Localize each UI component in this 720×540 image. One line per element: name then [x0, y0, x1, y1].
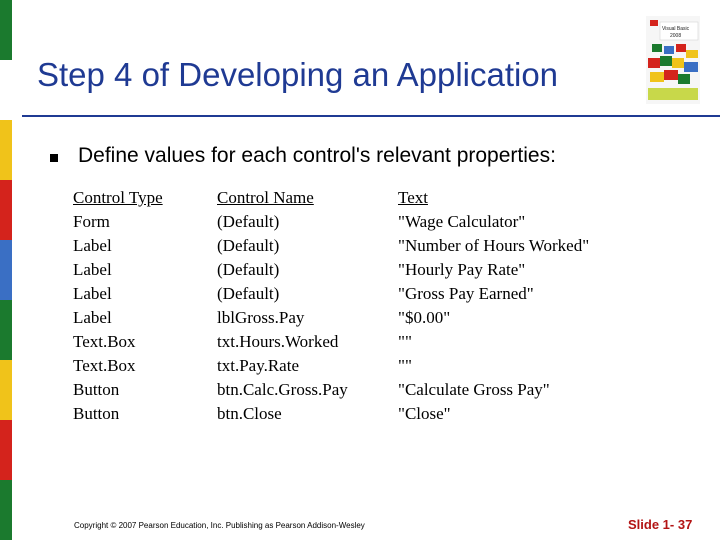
color-bar-segment [0, 420, 12, 480]
cell-name: (Default) [217, 284, 280, 303]
cell-name: btn.Calc.Gross.Pay [217, 380, 348, 399]
cell-type: Text.Box [73, 332, 136, 351]
cell-name: (Default) [217, 236, 280, 255]
cell-type: Button [73, 380, 120, 399]
bullet-square-icon [50, 154, 58, 162]
text-column [398, 186, 589, 426]
header-control-type: Control Type [73, 188, 163, 207]
color-bar-segment [0, 240, 12, 300]
cell-name: (Default) [217, 260, 280, 279]
color-bar-segment [0, 300, 12, 360]
cell-text: "Number of Hours Worked" [398, 236, 590, 255]
title-underline [22, 115, 720, 117]
cell-type: Text.Box [73, 356, 136, 375]
cell-text: "Wage Calculator" [398, 212, 526, 231]
book-cover-logo [646, 16, 700, 104]
cell-name: txt.Pay.Rate [217, 356, 299, 375]
copyright-notice: Copyright © 2007 Pearson Education, Inc. Publishing as Pearson Addison-Wesley [74, 521, 365, 530]
left-color-bar [0, 0, 12, 540]
control-type-column [73, 186, 163, 426]
color-bar-segment [0, 0, 12, 60]
color-bar-segment [0, 180, 12, 240]
header-control-name: Control Name [217, 188, 314, 207]
cell-text: "Calculate Gross Pay" [398, 380, 550, 399]
logo-line2: 2008 [670, 33, 682, 39]
bullet-text: Define values for each control's relevant properties: [78, 144, 556, 167]
slide-number: Slide 1- 37 [628, 517, 693, 532]
cell-name: lblGross.Pay [217, 308, 305, 327]
color-bar-segment [0, 480, 12, 540]
cell-text: "" [398, 356, 412, 375]
cell-type: Form [73, 212, 110, 231]
color-bar-segment [0, 60, 12, 120]
color-bar-segment [0, 360, 12, 420]
cell-type: Label [73, 308, 112, 327]
cell-name: (Default) [217, 212, 280, 231]
cell-text: "Close" [398, 404, 451, 423]
cell-text: "" [398, 332, 412, 351]
cell-type: Label [73, 284, 112, 303]
cell-text: "Hourly Pay Rate" [398, 260, 526, 279]
cell-type: Label [73, 260, 112, 279]
cell-text: "Gross Pay Earned" [398, 284, 534, 303]
color-bar-segment [0, 120, 12, 180]
slide-title: Step 4 of Developing an Application [37, 56, 559, 93]
logo-line1: Visual Basic [662, 26, 690, 32]
header-text: Text [398, 188, 428, 207]
cell-text: "$0.00" [398, 308, 451, 327]
cell-name: txt.Hours.Worked [217, 332, 339, 351]
cell-name: btn.Close [217, 404, 282, 423]
cell-type: Label [73, 236, 112, 255]
cell-type: Button [73, 404, 120, 423]
control-name-column [217, 186, 348, 426]
